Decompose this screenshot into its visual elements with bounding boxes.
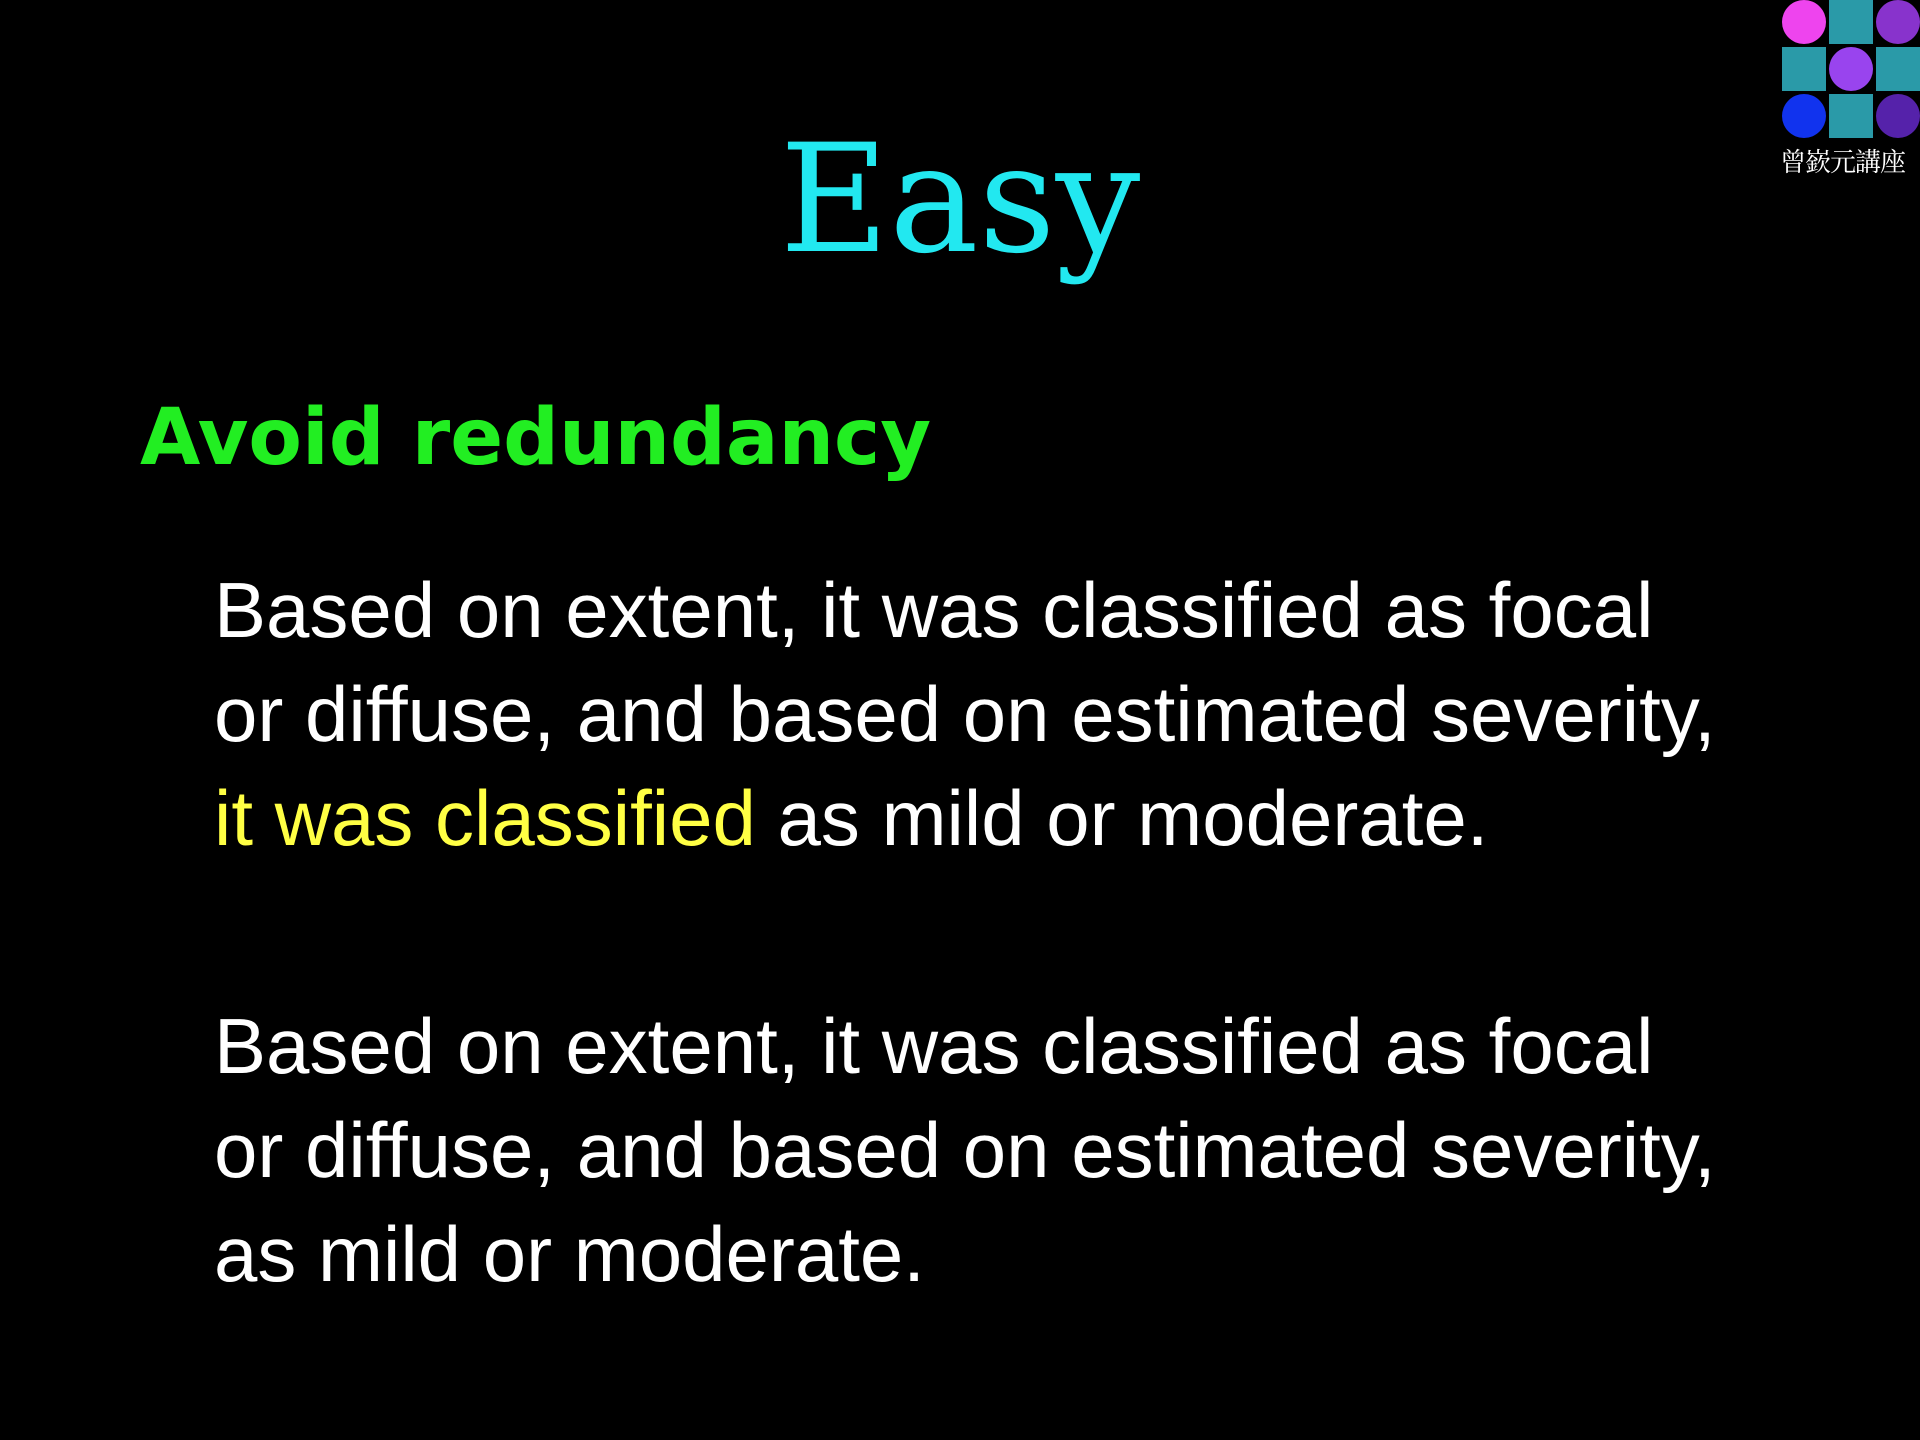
logo-teal-square bbox=[1876, 47, 1920, 91]
example-before-line-1: Based on extent, it was classified as focal bbox=[214, 566, 1654, 654]
redundant-phrase-highlight: it was classified bbox=[214, 774, 756, 862]
example-after-line-1: Based on extent, it was classified as focal bbox=[214, 1002, 1654, 1090]
logo-teal-square bbox=[1829, 0, 1873, 44]
example-before bbox=[214, 558, 1854, 870]
example-after-line-3: as mild or moderate. bbox=[214, 1210, 925, 1298]
example-after-line-2: or diffuse, and based on estimated severity, bbox=[214, 1106, 1716, 1194]
example-before-line-2: or diffuse, and based on estimated severity, bbox=[214, 670, 1716, 758]
example-before-line-3 bbox=[214, 766, 1854, 870]
logo-violet-dot bbox=[1829, 47, 1873, 91]
example-before-line-3-rest: as mild or moderate. bbox=[755, 774, 1489, 862]
logo-teal-square bbox=[1782, 47, 1826, 91]
logo-purple-dot bbox=[1876, 0, 1920, 44]
slide-title: Easy bbox=[779, 113, 1141, 287]
slide-subtitle: Avoid redundancy bbox=[140, 393, 932, 483]
example-after bbox=[214, 994, 1854, 1306]
logo-magenta-dot bbox=[1782, 0, 1826, 44]
logo-caption: 曾嶔元講座 bbox=[1780, 148, 1906, 178]
